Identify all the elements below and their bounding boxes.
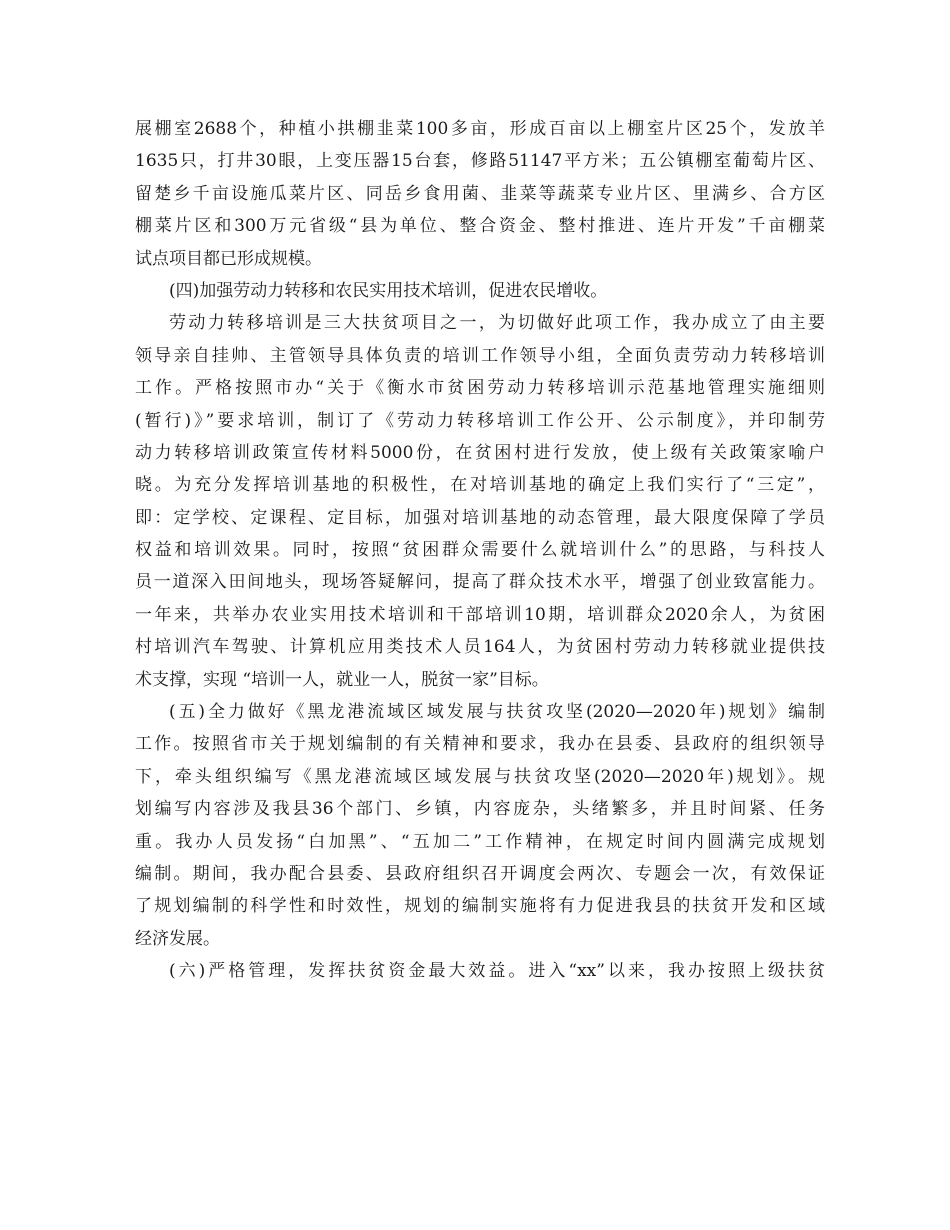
text-line: 领导亲自挂帅、主管领导具体负责的培训工作领导小组，全面负责劳动力转移培训	[135, 345, 825, 366]
text-line: 划编写内容涉及我县36个部门、乡镇，内容庞杂，头绪繁多，并且时间紧、任务	[135, 799, 825, 820]
text-line: 了规划编制的科学性和时效性，规划的编制实施将有力促进我县的扶贫开发和区域	[135, 896, 825, 917]
text-line: 棚菜片区和300万元省级“县为单位、整合资金、整村推进、连片开发”千亩棚菜	[135, 216, 825, 237]
document-body	[135, 113, 825, 988]
text-line: 工作。严格按照市办“关于《衡水市贫困劳动力转移培训示范基地管理实施细则	[135, 378, 825, 399]
text-line: 劳动力转移培训是三大扶贫项目之一，为切做好此项工作，我办成立了由主要	[169, 313, 825, 334]
text-line: 动力转移培训政策宣传材料5000份，在贫困村进行发放，使上级有关政策家喻户	[135, 442, 825, 463]
text-line: 员一道深入田间地头，现场答疑解问，提高了群众技术水平，增强了创业致富能力。	[135, 572, 825, 593]
text-line: 展棚室2688个，种植小拱棚韭菜100多亩，形成百亩以上棚室片区25个，发放羊	[135, 119, 825, 139]
text-line: 试点项目都已形成规模。	[135, 248, 322, 269]
text-line: 工作。按照省市关于规划编制的有关精神和要求，我办在县委、县政府的组织领导	[135, 734, 825, 755]
text-line: 晓。为充分发挥培训基地的积极性，在对培训基地的确定上我们实行了“三定”，	[135, 475, 825, 496]
text-line: 编制。期间，我办配合县委、县政府组织召开调度会两次、专题会一次，有效保证	[135, 863, 825, 884]
text-line: 下，牵头组织编写《黑龙港流域区域发展与扶贫攻坚(2020—2020年)规划》。规	[135, 766, 825, 787]
text-line: (六)严格管理，发挥扶贫资金最大效益。进入“xx”以来，我办按照上级扶贫	[169, 961, 825, 982]
text-line: (四)加强劳动力转移和农民实用技术培训，促进农民增收。	[169, 280, 608, 301]
text-line: 重。我办人员发扬“白加黑”、“五加二”工作精神，在规定时间内圆满完成规划	[135, 831, 825, 852]
text-line: 即：定学校、定课程、定目标，加强对培训基地的动态管理，最大限度保障了学员	[135, 507, 825, 528]
text-line: 村培训汽车驾驶、计算机应用类技术人员164人，为贫困村劳动力转移就业提供技	[135, 637, 825, 658]
text-line: (暂行)》”要求培训，制订了《劳动力转移培训工作公开、公示制度》，并印制劳	[135, 410, 825, 431]
text-line: 术支撑，实现 “培训一人，就业一人，脱贫一家”目标。	[135, 669, 549, 690]
text-line: 经济发展。	[135, 928, 220, 949]
text-line: 留楚乡千亩设施瓜菜片区、同岳乡食用菌、韭菜等蔬菜专业片区、里满乡、合方区	[135, 183, 825, 204]
text-line: 一年来，共举办农业实用技术培训和干部培训10期，培训群众2020余人，为贫困	[135, 604, 825, 625]
text-line: (五)全力做好《黑龙港流域区域发展与扶贫攻坚(2020—2020年)规划》编制	[169, 702, 825, 723]
text-line: 权益和培训效果。同时，按照“贫困群众需要什么就培训什么”的思路，与科技人	[135, 540, 825, 561]
text-line: 1635只，打井30眼，上变压器15台套，修路51147平方米；五公镇棚室葡萄片区、	[135, 151, 825, 172]
